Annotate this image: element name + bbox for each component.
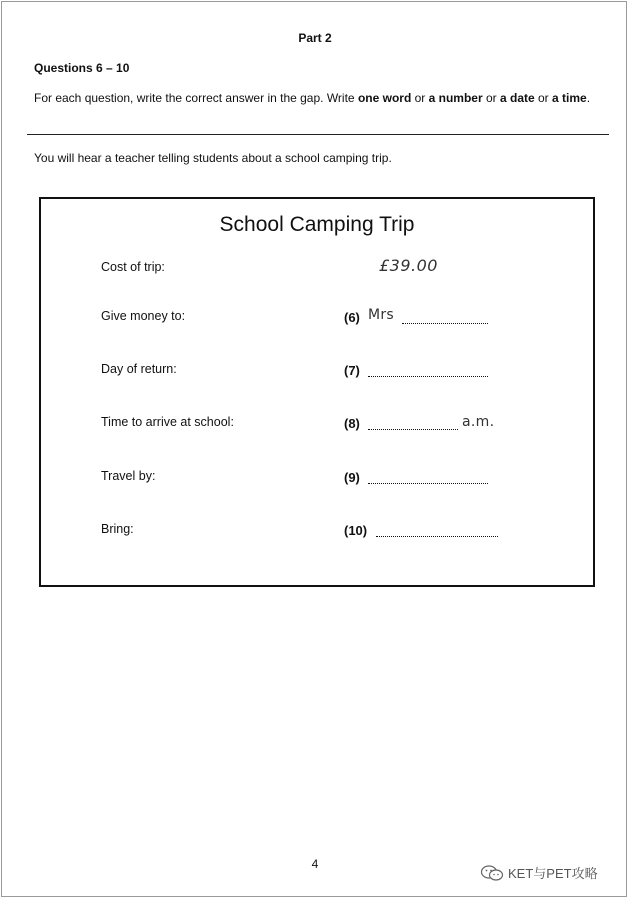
question-number-6: (6) (344, 310, 360, 325)
instructions: For each question, write the correct answer in the gap. Write one word or a number or a date or a time. (34, 91, 591, 105)
intro-text: You will hear a teacher telling students about a school camping trip. (34, 151, 392, 165)
row-label-give-money: Give money to: (101, 309, 186, 323)
row-label-travel-by: Travel by: (101, 469, 156, 483)
answer-gap-9[interactable] (368, 483, 488, 484)
watermark (480, 863, 598, 882)
row-label-day-return: Day of return: (101, 362, 177, 376)
section-divider (27, 134, 609, 135)
question-number-10: (10) (344, 523, 368, 538)
questions-heading: Questions 6 – 10 (34, 61, 130, 75)
question-number-8: (8) (344, 416, 360, 431)
watermark-text: KET与PET攻略 (508, 866, 598, 881)
answer-gap-8[interactable] (368, 429, 458, 430)
cost-answer: £39.00 (379, 256, 438, 275)
prefix-mrs: Mrs (368, 307, 395, 323)
answer-gap-6[interactable] (402, 323, 488, 324)
form-title: School Camping Trip (219, 213, 415, 236)
row-label-cost: Cost of trip: (101, 260, 165, 274)
answer-gap-10[interactable] (376, 536, 498, 537)
answer-gap-7[interactable] (368, 376, 488, 377)
row-label-bring: Bring: (101, 522, 134, 536)
suffix-am: a.m. (462, 414, 495, 430)
page-number: 4 (311, 857, 319, 871)
wechat-icon (480, 865, 504, 881)
question-number-9: (9) (344, 470, 360, 485)
camping-trip-form (39, 197, 595, 587)
question-number-7: (7) (344, 363, 360, 378)
row-label-arrive-time: Time to arrive at school: (101, 415, 234, 429)
part-title: Part 2 (298, 31, 332, 45)
